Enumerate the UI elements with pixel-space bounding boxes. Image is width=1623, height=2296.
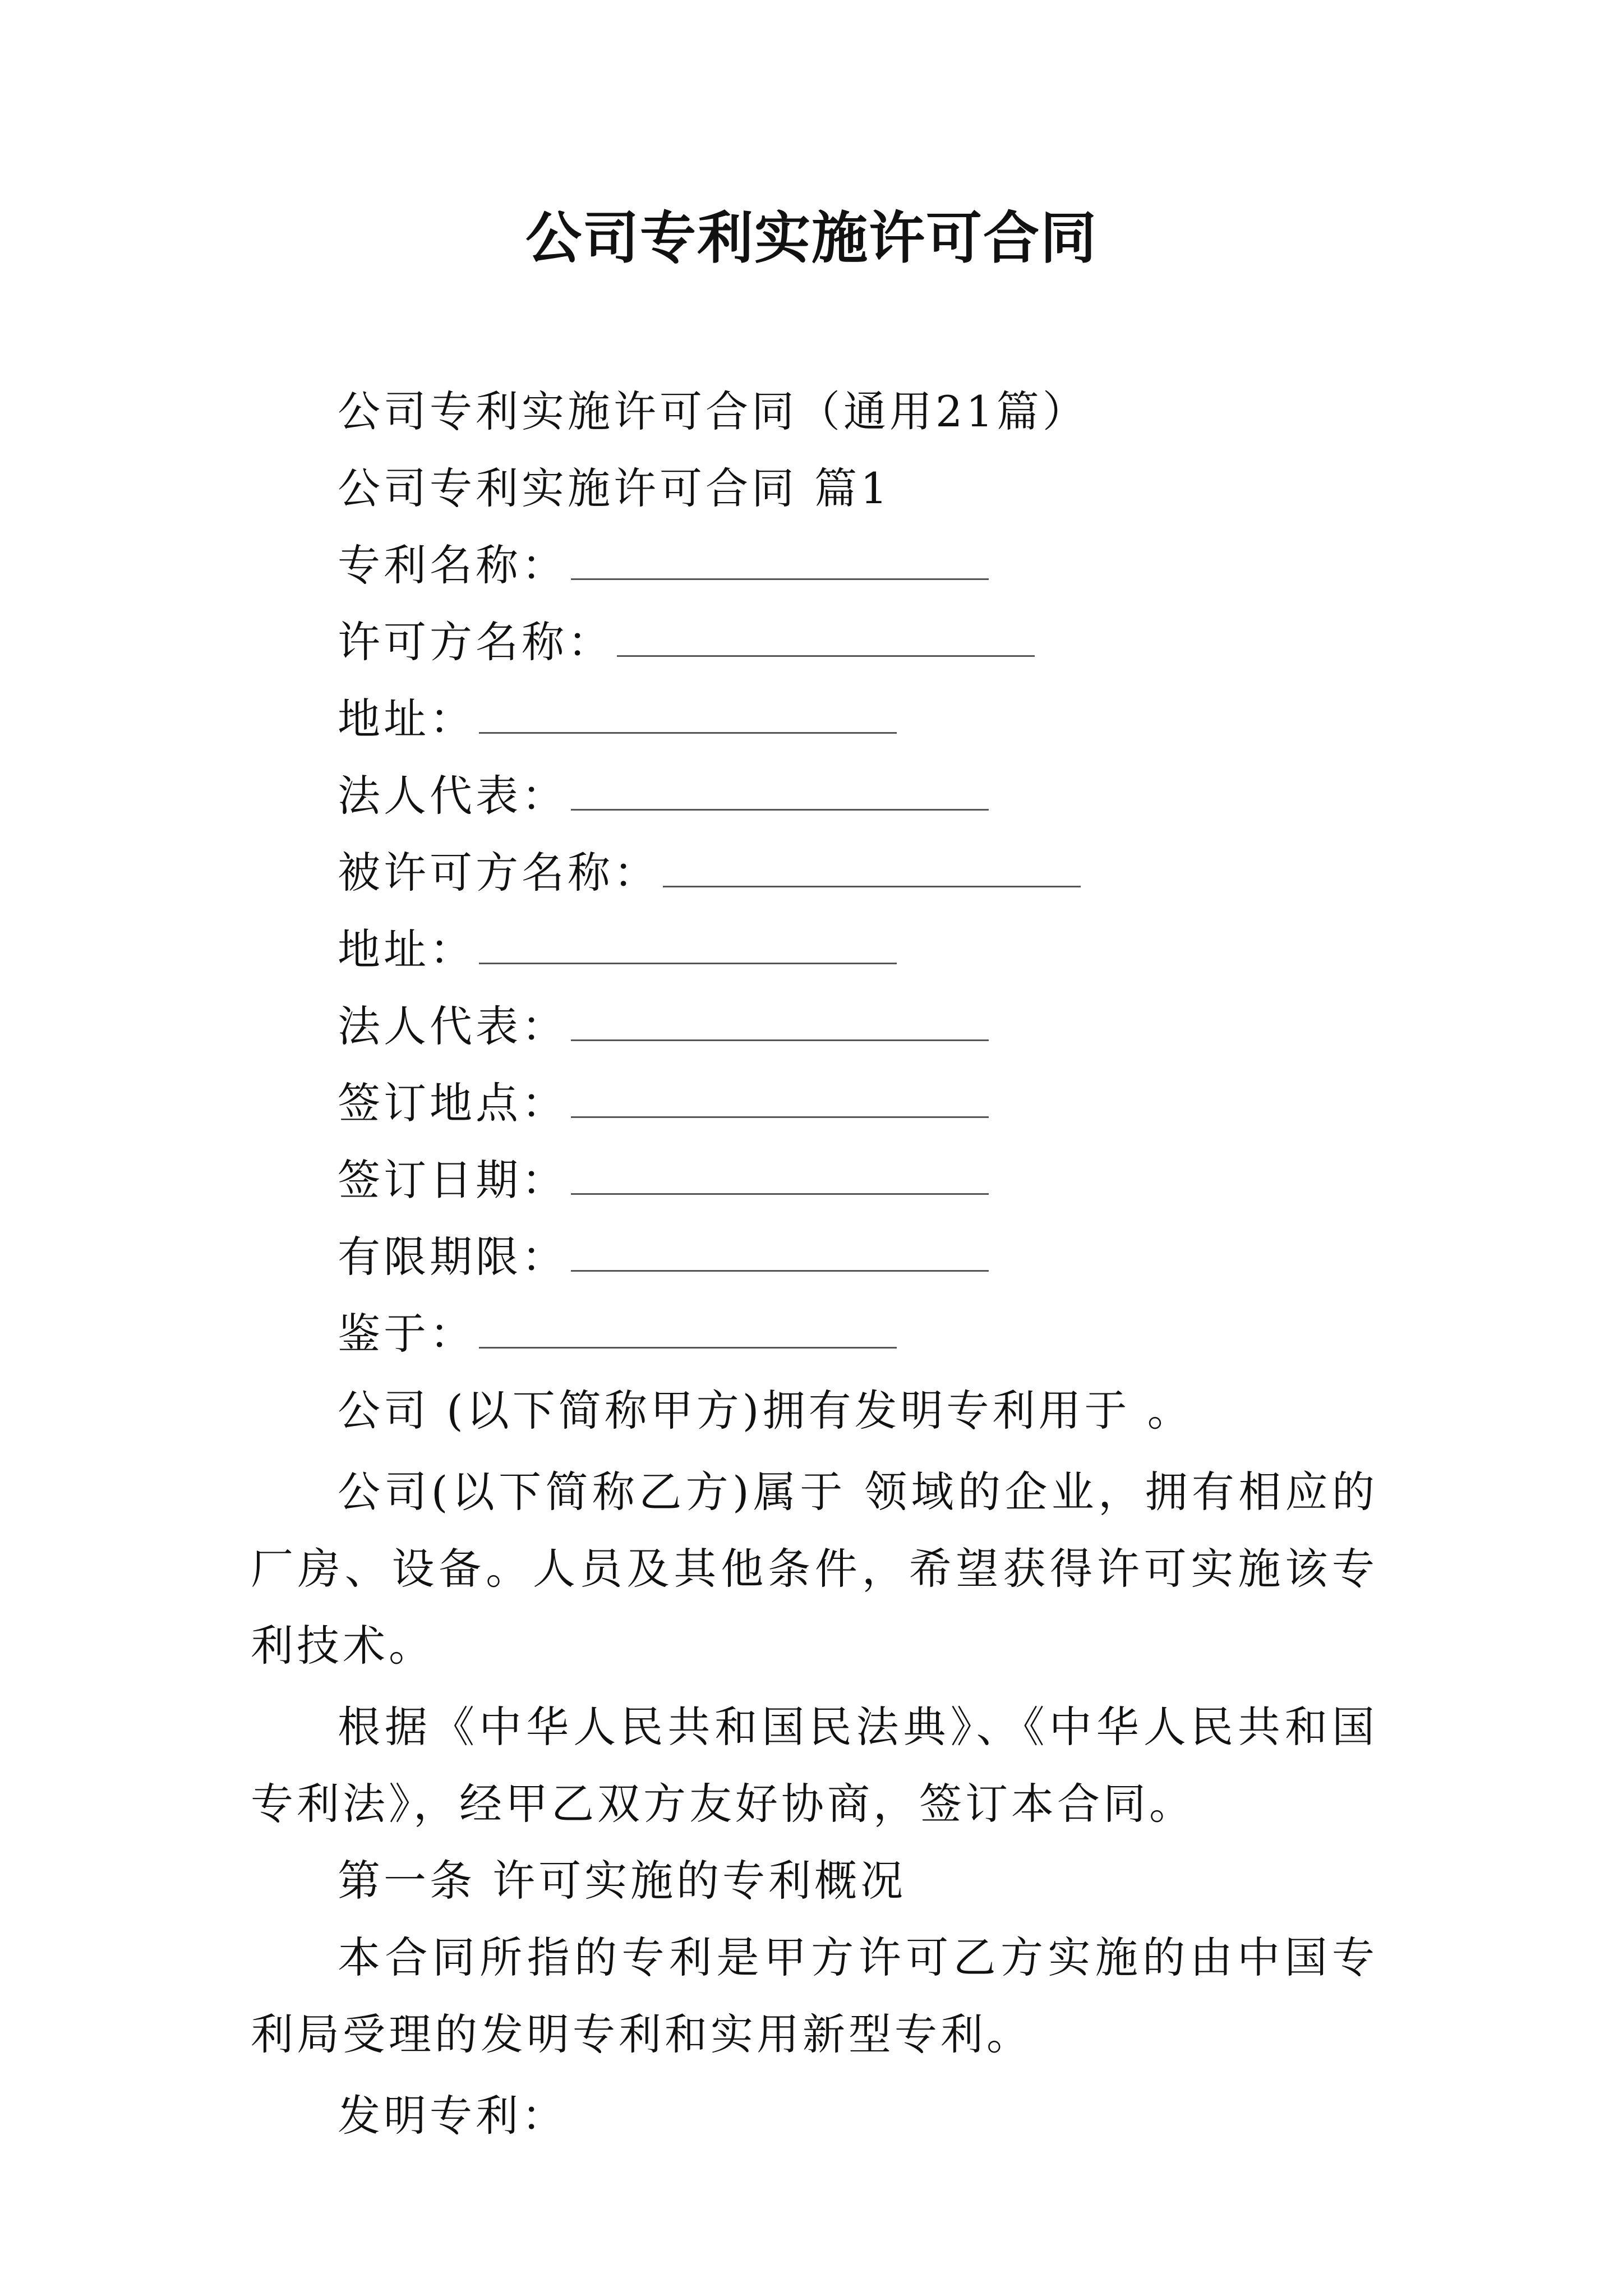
paragraph-party-b: 公司(以下简称乙方)属于 领域的企业，拥有相应的厂房、设备。人员及其他条件，希望获得许可实施该专利技术。 <box>251 1467 1378 1671</box>
blank-line[interactable] <box>479 914 897 964</box>
blank-line[interactable] <box>617 607 1035 657</box>
blank-line[interactable] <box>571 1222 989 1272</box>
field-licensee-address <box>251 911 1378 988</box>
section-heading: 公司专利实施许可合同 篇1 <box>338 463 891 513</box>
blank-line[interactable] <box>571 991 989 1041</box>
field-label: 地址： <box>338 694 476 744</box>
blank-line[interactable] <box>479 684 897 734</box>
paragraph-party-a: 公司 (以下简称甲方)拥有发明专利用于 。 <box>338 1386 1193 1435</box>
field-validity-period <box>251 1218 1378 1295</box>
blank-line[interactable] <box>479 1299 897 1349</box>
field-label: 被许可方名称： <box>338 848 660 898</box>
document-title: 公司专利实施许可合同 <box>525 205 1098 271</box>
field-whereas <box>251 1295 1378 1372</box>
field-label: 签订地点： <box>338 1078 568 1128</box>
blank-line[interactable] <box>571 530 989 580</box>
field-label: 许可方名称： <box>338 617 614 667</box>
field-patent-name <box>251 527 1378 604</box>
paragraph-legal-basis: 根据《中华人民共和国民法典》、《中华人民共和国专利法》，经甲乙双方友好协商，签订本合同。 <box>251 1702 1378 1829</box>
blank-line[interactable] <box>571 1145 989 1195</box>
field-licensee-name <box>251 834 1378 911</box>
blank-line[interactable] <box>571 1068 989 1118</box>
field-licensor-name <box>251 604 1378 680</box>
field-label: 法人代表： <box>338 771 568 821</box>
field-label: 鉴于： <box>338 1309 476 1359</box>
paragraph-invention-patent: 发明专利： <box>338 2091 568 2141</box>
field-label: 专利名称： <box>338 540 568 590</box>
blank-line[interactable] <box>663 838 1081 887</box>
field-signing-place <box>251 1065 1378 1142</box>
field-licensor-legal-rep <box>251 757 1378 834</box>
field-label: 地址： <box>338 924 476 974</box>
field-label: 法人代表： <box>338 1001 568 1051</box>
paragraph-patent-scope: 本合同所指的专利是甲方许可乙方实施的由中国专利局受理的发明专利和实用新型专利。 <box>251 1932 1378 2059</box>
field-licensor-address <box>251 680 1378 757</box>
contract-subtitle: 公司专利实施许可合同（通用21篇） <box>338 386 1089 436</box>
document-body <box>251 373 1378 2154</box>
article-one-heading: 第一条 许可实施的专利概况 <box>338 1856 907 1906</box>
field-signing-date <box>251 1142 1378 1218</box>
field-label: 签订日期： <box>338 1155 568 1205</box>
field-licensee-legal-rep <box>251 988 1378 1065</box>
field-label: 有限期限： <box>338 1232 568 1282</box>
blank-line[interactable] <box>571 761 989 811</box>
